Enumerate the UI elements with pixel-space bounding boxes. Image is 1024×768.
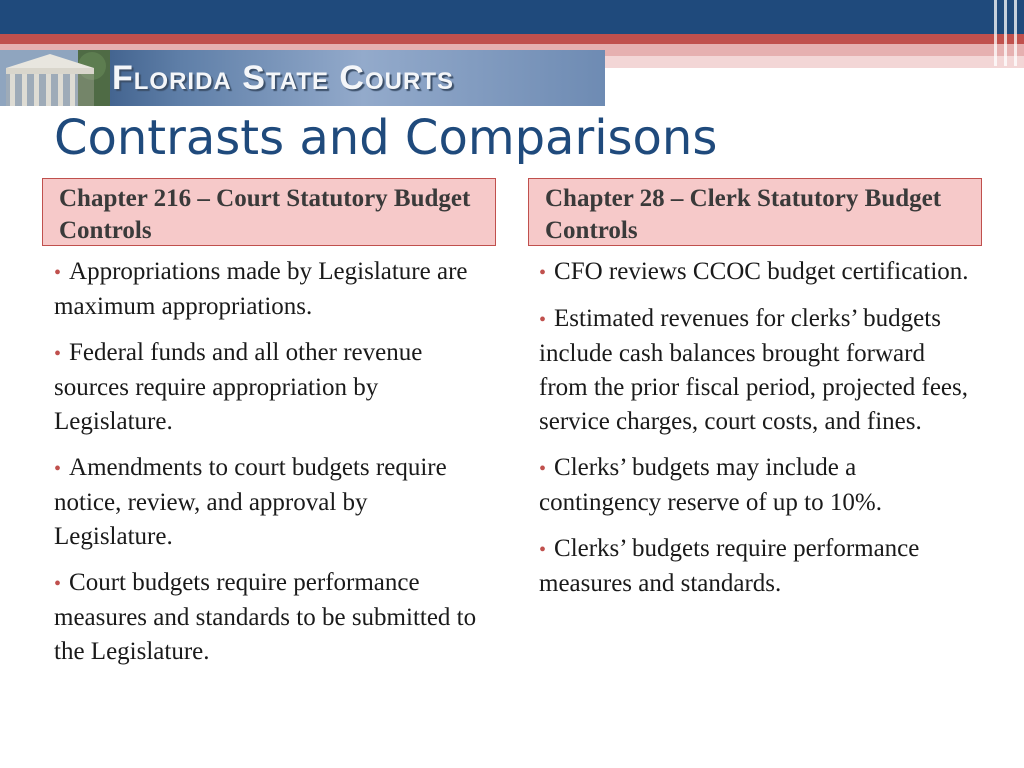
- top-rose-bar: [600, 56, 1024, 68]
- bullet-text: Clerks’ budgets require performance measures and standards.: [539, 535, 920, 597]
- bullet-text: Amendments to court budgets require notice, review, and approval by Legislature.: [54, 454, 447, 550]
- bullet-icon: •: [54, 573, 62, 595]
- bullet-icon: •: [539, 309, 547, 331]
- bullet-icon: •: [539, 458, 547, 480]
- bullet-icon: •: [54, 262, 62, 284]
- banner-title: Florida State Courts: [112, 59, 454, 97]
- list-item: [54, 255, 484, 324]
- list-item: [539, 302, 979, 439]
- list-item: [539, 451, 979, 520]
- bullet-text: Federal funds and all other revenue sources require appropriation by Legislature.: [54, 339, 423, 435]
- top-navy-bar: [0, 0, 1024, 34]
- bullet-icon: •: [539, 539, 547, 561]
- list-item: [539, 532, 979, 601]
- bullet-icon: •: [54, 343, 62, 365]
- right-bullet-list: [539, 255, 979, 613]
- bullet-text: Court budgets require performance measures and standards to be submitted to the Legislature.: [54, 569, 477, 665]
- left-column-heading: Chapter 216 – Court Statutory Budget Controls: [42, 178, 496, 246]
- list-item: [54, 451, 484, 554]
- bullet-text: Appropriations made by Legislature are maximum appropriations.: [54, 258, 468, 320]
- list-item: [54, 566, 484, 669]
- bullet-icon: •: [539, 262, 547, 284]
- bullet-icon: •: [54, 458, 62, 480]
- bullet-text: Clerks’ budgets may include a contingency reserve of up to 10%.: [539, 454, 882, 516]
- florida-state-courts-banner: [0, 50, 605, 106]
- capitol-building-image: [0, 50, 110, 106]
- list-item: [539, 255, 979, 290]
- decorative-stripe: [994, 0, 997, 66]
- list-item: [54, 336, 484, 439]
- decorative-stripe: [1004, 0, 1007, 66]
- bullet-text: CFO reviews CCOC budget certification.: [554, 258, 969, 285]
- decorative-stripe: [1014, 0, 1017, 66]
- right-column-heading: Chapter 28 – Clerk Statutory Budget Controls: [528, 178, 982, 246]
- left-bullet-list: [54, 255, 484, 681]
- top-red-bar: [0, 34, 1024, 44]
- slide-title: Contrasts and Comparisons: [54, 110, 718, 166]
- bullet-text: Estimated revenues for clerks’ budgets include cash balances brought forward from the prior fiscal period, projected fees, service charges, court costs, and fines.: [539, 305, 968, 435]
